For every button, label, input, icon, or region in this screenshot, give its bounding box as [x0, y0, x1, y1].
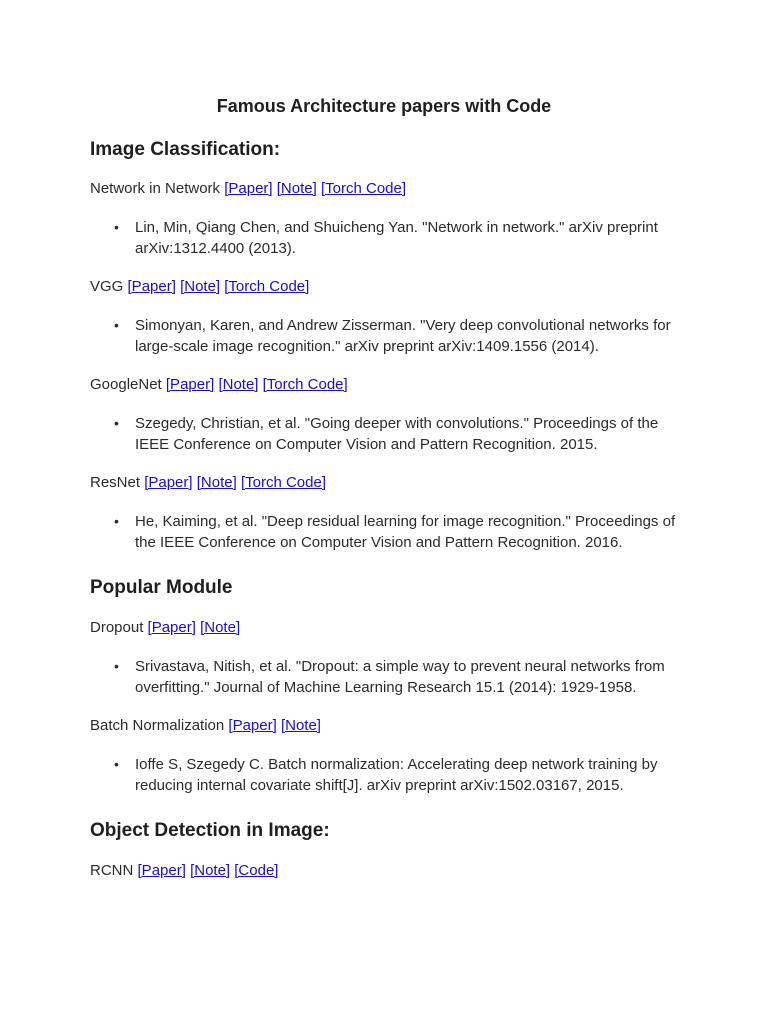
paper-link[interactable]: [Paper] — [127, 278, 176, 295]
citation-batch-normalization — [114, 754, 680, 796]
torch-code-link[interactable]: [Torch Code] — [262, 376, 348, 393]
entry-network-in-network — [90, 179, 406, 199]
torch-code-link[interactable]: [Torch Code] — [240, 474, 326, 491]
entry-name: ResNet — [90, 474, 141, 491]
entry-rcnn — [90, 861, 278, 881]
bullet-icon: • — [114, 513, 119, 529]
paper-link[interactable]: [Paper] — [144, 474, 193, 491]
citation-text: Srivastava, Nitish, et al. "Dropout: a simple way to prevent neural networks from overfitting." Journal of Machine Learning Research 15.1 (2014): 1929-1958. — [135, 658, 665, 696]
paper-link[interactable]: [Paper] — [147, 619, 196, 636]
torch-code-link[interactable]: [Torch Code] — [320, 180, 407, 197]
section-heading-object-detection: Object Detection in Image: — [90, 820, 330, 841]
paper-link[interactable]: [Paper] — [224, 180, 273, 197]
bullet-icon: • — [114, 317, 119, 333]
citation-text: Ioffe S, Szegedy C. Batch normalization: Accelerating deep network training by reducing internal covariate shift[J]. arXiv preprint arXiv:1502.03167, 2015. — [135, 756, 658, 794]
entry-name: RCNN — [90, 862, 134, 879]
entry-vgg — [90, 277, 309, 297]
section-heading-popular-module: Popular Module — [90, 577, 233, 598]
page-title: Famous Architecture papers with Code — [216, 96, 552, 116]
citation-text: Lin, Min, Qiang Chen, and Shuicheng Yan. "Network in network." arXiv preprint arXiv:1312.4400 (2013). — [135, 219, 658, 257]
note-link[interactable]: [Note] — [200, 619, 241, 636]
citation-text: Simonyan, Karen, and Andrew Zisserman. "Very deep convolutional networks for large-scale image recognition." arXiv preprint arXiv:1409.1556 (2014). — [135, 317, 671, 355]
entry-name: VGG — [90, 278, 124, 295]
citation-vgg — [114, 315, 680, 357]
entry-batch-normalization — [90, 716, 321, 736]
citation-network-in-network — [114, 217, 680, 259]
bullet-icon: • — [114, 415, 119, 431]
note-link[interactable]: [Note] — [196, 474, 237, 491]
paper-link[interactable]: [Paper] — [137, 862, 186, 879]
note-link[interactable]: [Note] — [180, 278, 221, 295]
entry-resnet — [90, 473, 326, 493]
entry-dropout — [90, 618, 240, 638]
citation-googlenet — [114, 413, 680, 455]
note-link[interactable]: [Note] — [280, 717, 321, 734]
entry-name: GoogleNet — [90, 376, 162, 393]
paper-link[interactable]: [Paper] — [165, 376, 215, 393]
note-link[interactable]: [Note] — [190, 862, 231, 879]
note-link[interactable]: [Note] — [276, 180, 317, 197]
paper-link[interactable]: [Paper] — [228, 717, 277, 734]
note-link[interactable]: [Note] — [218, 376, 259, 393]
code-link[interactable]: [Code] — [234, 862, 279, 879]
citation-dropout — [114, 656, 680, 698]
entry-name: Batch Normalization — [90, 717, 225, 734]
citation-text: Szegedy, Christian, et al. "Going deeper with convolutions." Proceedings of the IEEE Conference on Computer Vision and Pattern Recognition. 2015. — [135, 415, 659, 453]
citation-resnet — [114, 511, 680, 553]
entry-name: Dropout — [90, 619, 144, 636]
bullet-icon: • — [114, 756, 119, 772]
bullet-icon: • — [114, 219, 119, 235]
citation-text: He, Kaiming, et al. "Deep residual learning for image recognition." Proceedings of the IEEE Conference on Computer Vision and Pattern Recognition. 2016. — [135, 513, 676, 551]
entry-name: Network in Network — [90, 180, 221, 197]
entry-googlenet — [90, 375, 348, 395]
torch-code-link[interactable]: [Torch Code] — [224, 278, 310, 295]
section-heading-image-classification: Image Classification: — [90, 139, 281, 160]
bullet-icon: • — [114, 658, 119, 674]
